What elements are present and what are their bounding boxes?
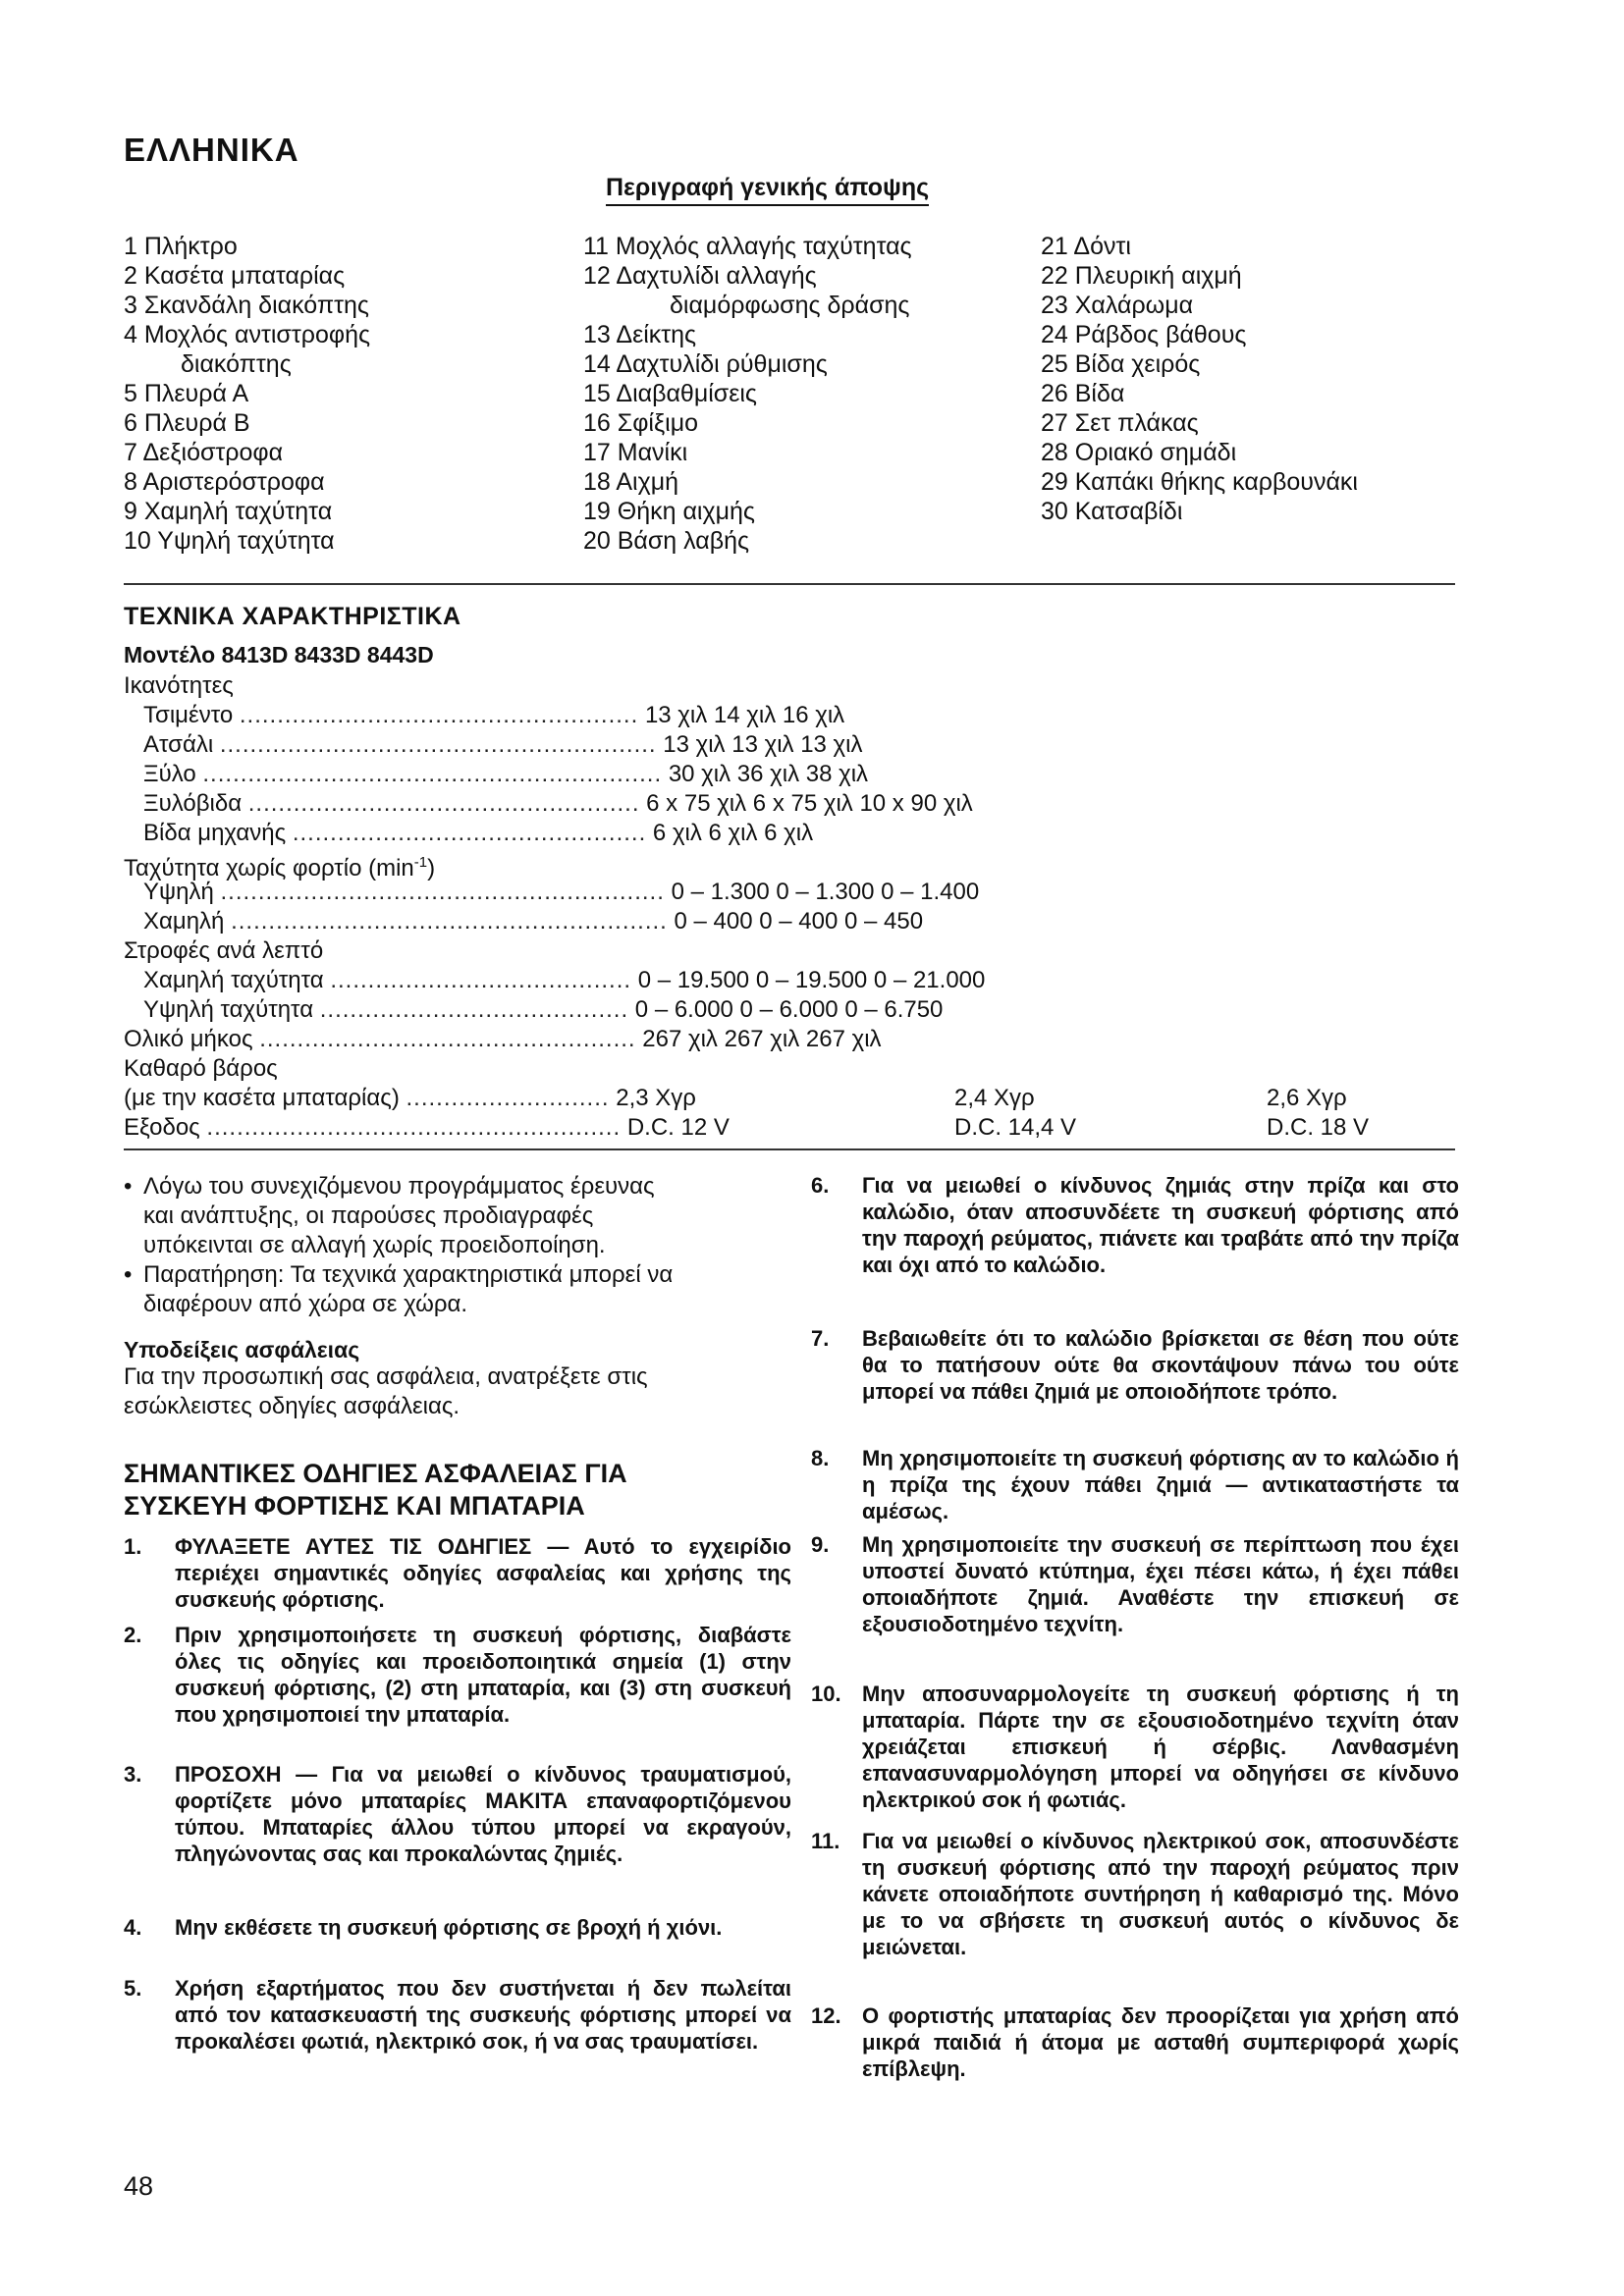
spec-label: ) xyxy=(427,855,436,881)
spec-value: 2,6 Χγρ xyxy=(1267,1085,1347,1111)
note-text: Λόγω του συνεχιζόμενου προγράμματος έρευνας xyxy=(143,1173,655,1200)
bullet: • xyxy=(124,1261,133,1288)
spec-value: 0 – 19.500 0 – 19.500 0 – 21.000 xyxy=(637,967,986,993)
spec-label: (με την κασέτα μπαταρίας) xyxy=(124,1085,400,1111)
spec-row-machine-screw xyxy=(143,819,813,848)
specs-heading: ΤΕΧΝΙΚΑ ΧΑΡΑΚΤΗΡΙΣΤΙΚΑ xyxy=(124,603,461,630)
leader-dots: ............................................................. xyxy=(202,761,663,787)
item-number: 8. xyxy=(811,1446,830,1470)
spec-label: Υψηλή xyxy=(143,879,214,905)
bullet: • xyxy=(124,1173,133,1200)
spec-row-steel xyxy=(143,730,862,760)
spec-label: Χαμηλή ταχύτητα xyxy=(143,967,324,993)
part-item: 11 Μοχλός αλλαγής ταχύτητας xyxy=(583,233,912,260)
item-number: 5. xyxy=(124,1976,142,2001)
leader-dots: ....................................................... xyxy=(206,1114,622,1141)
spec-value: 6 χιλ 6 χιλ 6 χιλ xyxy=(652,820,814,846)
item-number: 12. xyxy=(811,2003,841,2028)
spec-label: Υψηλή ταχύτητα xyxy=(143,996,314,1023)
page-number: 48 xyxy=(124,2171,154,2201)
safety-text xyxy=(124,1362,791,1421)
spec-value: 2,3 Χγρ xyxy=(616,1085,696,1111)
part-item: 23 Χαλάρωμα xyxy=(1041,292,1194,319)
item-text: ΠΡΟΣΟΧΗ — Για να μειωθεί ο κίνδυνος τραυματισμού, φορτίζετε μόνο μπαταρίες ΜΑΚΙΤΑ επαναφορτιζόμενου τύπου. Μπαταρίες άλλου τύπου μπορεί να εκραγούν, πληγώνοντας σας και προκαλώντας ζημιές. xyxy=(175,1762,791,1866)
part-item: 15 Διαβαθμίσεις xyxy=(583,380,757,407)
spec-label: Εξοδος xyxy=(124,1114,200,1141)
part-item: 26 Βίδα xyxy=(1041,380,1125,407)
spec-label: Ξύλο xyxy=(143,761,196,787)
leader-dots: .......................................................... xyxy=(219,731,657,758)
part-item: 13 Δείκτης xyxy=(583,321,697,348)
leader-dots: ............................................... xyxy=(292,820,647,846)
safety-heading: Υποδείξεις ασφάλειας xyxy=(124,1337,360,1362)
note-text: διαφέρουν από χώρα σε χώρα. xyxy=(143,1291,468,1317)
spec-label: Ολικό μήκος xyxy=(124,1026,253,1052)
spec-value: D.C. 18 V xyxy=(1267,1114,1370,1141)
divider xyxy=(124,1148,1455,1150)
part-item: 16 Σφίξιμο xyxy=(583,409,699,437)
spec-label: Βίδα μηχανής xyxy=(143,820,287,846)
leader-dots: ........................................................... xyxy=(220,879,665,905)
spec-notes xyxy=(124,1172,673,1319)
spec-value: 13 χιλ 13 χιλ 13 χιλ xyxy=(663,731,863,758)
item-text: Ο φορτιστής μπαταρίας δεν προορίζεται για χρήση από μικρά παιδιά ή άτομα με ασταθή συμπεριφορά χωρίς επίβλεψη. xyxy=(862,2003,1459,2081)
spec-label: Τσιμέντο xyxy=(143,702,234,728)
part-item: διακόπτης xyxy=(181,350,292,378)
spec-value: D.C. 12 V xyxy=(626,1114,730,1141)
parts-list-col3 xyxy=(1041,232,1358,526)
part-item: 28 Οριακό σημάδι xyxy=(1041,439,1237,466)
part-item: 1 Πλήκτρο xyxy=(124,233,238,260)
spec-value: 0 – 1.300 0 – 1.300 0 – 1.400 xyxy=(671,879,980,905)
note-text: και ανάπτυξης, οι παρούσες προδιαγραφές xyxy=(143,1202,594,1229)
leader-dots: .................................................... xyxy=(247,790,640,817)
spec-row-wood xyxy=(143,760,868,789)
item-number: 11. xyxy=(811,1829,840,1853)
part-item: 17 Μανίκι xyxy=(583,439,688,466)
item-number: 6. xyxy=(811,1173,830,1198)
note-text: υπόκεινται σε αλλαγή χωρίς προειδοποίηση. xyxy=(143,1232,606,1258)
item-text: ΦΥΛΑΞΕΤΕ ΑΥΤΕΣ ΤΙΣ ΟΔΗΓΙΕΣ — Αυτό το εγχειρίδιο περιέχει σημαντικές οδηγίες ασφαλείας και χρήσης της συσκευής φόρτισης. xyxy=(175,1534,791,1612)
spec-row-bpm-low xyxy=(143,966,985,995)
important-heading xyxy=(124,1458,811,1522)
item-text: Βεβαιωθείτε ότι το καλώδιο βρίσκεται σε θέση που ούτε θα το πατήσουν ούτε θα σκοντάψουν πάνω του ούτε μπορεί να πάθει ζημιά με οποιοδήποτε τρόπο. xyxy=(862,1326,1459,1404)
safety-line: εσώκλειστες οδηγίες ασφάλειας. xyxy=(124,1393,460,1419)
parts-list-col2 xyxy=(583,232,912,556)
part-item: 6 Πλευρά Β xyxy=(124,409,250,437)
item-number: 4. xyxy=(124,1915,142,1940)
leader-dots: .......................................................... xyxy=(231,908,668,934)
spec-value: 13 χιλ 14 χιλ 16 χιλ xyxy=(644,702,845,728)
unit-exponent: -1 xyxy=(413,854,428,871)
spec-row-length xyxy=(124,1025,882,1054)
part-item: 9 Χαμηλή ταχύτητα xyxy=(124,498,333,525)
item-number: 3. xyxy=(124,1762,142,1787)
item-text: Για να μειωθεί ο κίνδυνος ηλεκτρικού σοκ, αποσυνδέστε τη συσκευή φόρτισης από την παροχή ρεύματος πριν κάνετε οποιαδήποτε συντήρηση ή καθαρισμό της. Μόνο με το να σβήσετε τη συσκευή αυτός ο κίνδυνος δε μειώνεται. xyxy=(862,1829,1459,1959)
spec-label: Χαμηλή xyxy=(143,908,225,934)
spec-value: 6 x 75 χιλ 6 x 75 χιλ 10 x 90 χιλ xyxy=(646,790,973,817)
part-item: 25 Βίδα χειρός xyxy=(1041,350,1201,378)
leader-dots: ..................................................... xyxy=(239,702,639,728)
part-item: 2 Κασέτα μπαταρίας xyxy=(124,262,346,290)
spec-label: Ξυλόβιδα xyxy=(143,790,243,817)
item-text: Μη χρησιμοποιείτε την συσκευή σε περίπτωση που έχει υποστεί δυνατό κτύπημα, έχει πέσει κάτω, ή έχει πάθει οποιαδήποτε ζημιά. Αναθέστε την επισκευή σε εξουσιοδοτημένο τεχνίτη. xyxy=(862,1532,1459,1636)
spec-weight-label: Καθαρό βάρος xyxy=(124,1055,278,1082)
part-item: διαμόρφωσης δράσης xyxy=(670,292,910,319)
leader-dots: .................................................. xyxy=(259,1026,636,1052)
part-item: 4 Μοχλός αντιστροφής xyxy=(124,321,371,348)
spec-value: 267 χιλ 267 χιλ 267 χιλ xyxy=(642,1026,882,1052)
spec-row-weight xyxy=(124,1084,696,1113)
spec-row-concrete xyxy=(143,701,844,730)
item-text: Μην εκθέσετε τη συσκευή φόρτισης σε βροχή ή χιόνι. xyxy=(175,1915,723,1940)
spec-no-load-label xyxy=(124,848,436,881)
item-number: 2. xyxy=(124,1623,142,1647)
divider xyxy=(124,583,1455,585)
spec-capacities-label: Ικανότητες xyxy=(124,672,234,699)
item-number: 10. xyxy=(811,1682,841,1706)
part-item: 20 Βάση λαβής xyxy=(583,527,750,555)
spec-value: 0 – 6.000 0 – 6.000 0 – 6.750 xyxy=(634,996,944,1023)
spec-value: 0 – 400 0 – 400 0 – 450 xyxy=(674,908,924,934)
safety-line: Για την προσωπική σας ασφάλεια, ανατρέξετε στις xyxy=(124,1363,648,1390)
parts-list-col1 xyxy=(124,232,370,556)
item-number: 1. xyxy=(124,1534,142,1559)
item-text: Μην αποσυναρμολογείτε τη συσκευή φόρτισης ή τη μπαταρία. Πάρτε την σε εξουσιοδοτημένο τεχνίτη όταν χρειάζεται επισκευή ή σέρβις. Λανθασμένη επανασυναρμολόγηση μπορεί να οδηγήσει σε κίνδυνο ηλεκτρικού σοκ ή φωτιάς. xyxy=(862,1682,1459,1812)
spec-row-wood-screw xyxy=(143,789,973,819)
overview-title: Περιγραφή γενικής άποψης xyxy=(606,174,929,206)
heading-line: ΣΗΜΑΝΤΙΚΕΣ ΟΔΗΓΙΕΣ ΑΣΦΑΛΕΙΑΣ ΓΙΑ xyxy=(124,1459,627,1488)
section-language: ΕΛΛΗΝΙΚΑ xyxy=(124,132,299,168)
spec-row-output xyxy=(124,1113,730,1143)
part-item: 29 Καπάκι θήκης καρβουνάκι xyxy=(1041,468,1358,496)
part-item: 10 Υψηλή ταχύτητα xyxy=(124,527,335,555)
part-item: 18 Αιχμή xyxy=(583,468,679,496)
item-text: Χρήση εξαρτήματος που δεν συστήνεται ή δεν πωλείται από τον κατασκευαστή της συσκευής φόρτισης μπορεί να προκαλέσει φωτιά, ηλεκτρικό σοκ, ή να σας τραυματίσει. xyxy=(175,1976,791,2054)
spec-value: D.C. 14,4 V xyxy=(954,1114,1077,1141)
part-item: 21 Δόντι xyxy=(1041,233,1131,260)
spec-row-bpm-high xyxy=(143,995,943,1025)
leader-dots: ........................... xyxy=(406,1085,610,1111)
spec-label: Ταχύτητα χωρίς φορτίο (min xyxy=(124,855,414,881)
part-item: 30 Κατσαβίδι xyxy=(1041,498,1183,525)
spec-value: 30 χιλ 36 χιλ 38 χιλ xyxy=(668,761,869,787)
part-item: 24 Ράβδος βάθους xyxy=(1041,321,1247,348)
part-item: 5 Πλευρά Α xyxy=(124,380,249,407)
part-item: 12 Δαχτυλίδι αλλαγής xyxy=(583,262,817,290)
part-item: 14 Δαχτυλίδι ρύθμισης xyxy=(583,350,828,378)
part-item: 7 Δεξιόστροφα xyxy=(124,439,284,466)
spec-label: Ατσάλι xyxy=(143,731,214,758)
item-number: 9. xyxy=(811,1532,830,1557)
item-text: Για να μειωθεί ο κίνδυνος ζημιάς στην πρίζα και στο καλώδιο, όταν αποσυνδέετε τη συσκευή φόρτισης από την παροχή ρεύματος, πιάνετε και τραβάτε από την πρίζα και όχι από το καλώδιο. xyxy=(862,1173,1459,1277)
leader-dots: ......................................... xyxy=(319,996,629,1023)
part-item: 27 Σετ πλάκας xyxy=(1041,409,1199,437)
spec-value: 2,4 Χγρ xyxy=(954,1085,1035,1111)
part-item: 19 Θήκη αιχμής xyxy=(583,498,755,525)
heading-line: ΣΥΣΚΕΥΗ ΦΟΡΤΙΣΗΣ ΚΑΙ ΜΠΑΤΑΡΙΑ xyxy=(124,1491,585,1521)
spec-bpm-label: Στροφές ανά λεπτό xyxy=(124,937,324,964)
part-item: 3 Σκανδάλη διακόπτης xyxy=(124,292,369,319)
note-text: Παρατήρηση: Τα τεχνικά χαρακτηριστικά μπορεί να xyxy=(143,1261,674,1288)
item-text: Μη χρησιμοποιείτε τη συσκευή φόρτισης αν το καλώδιο ή η πρίζα της έχουν πάθει ζημιά — αντικαταστήστε τα αμέσως. xyxy=(862,1446,1459,1523)
leader-dots: ........................................ xyxy=(330,967,632,993)
item-number: 7. xyxy=(811,1326,830,1351)
spec-row-high xyxy=(143,878,979,907)
part-item: 8 Αριστερόστροφα xyxy=(124,468,325,496)
spec-row-low xyxy=(143,907,923,936)
model-line: Μοντέλο 8413D 8433D 8443D xyxy=(124,642,434,667)
item-text: Πριν χρησιμοποιήσετε τη συσκευή φόρτισης, διαβάστε όλες τις οδηγίες και προειδοποιητικά σημεία (1) στην συσκευή φόρτισης, (2) στη μπαταρία, και (3) στη συσκευή που χρησιμοποιεί την μπαταρία. xyxy=(175,1623,791,1727)
part-item: 22 Πλευρική αιχμή xyxy=(1041,262,1242,290)
